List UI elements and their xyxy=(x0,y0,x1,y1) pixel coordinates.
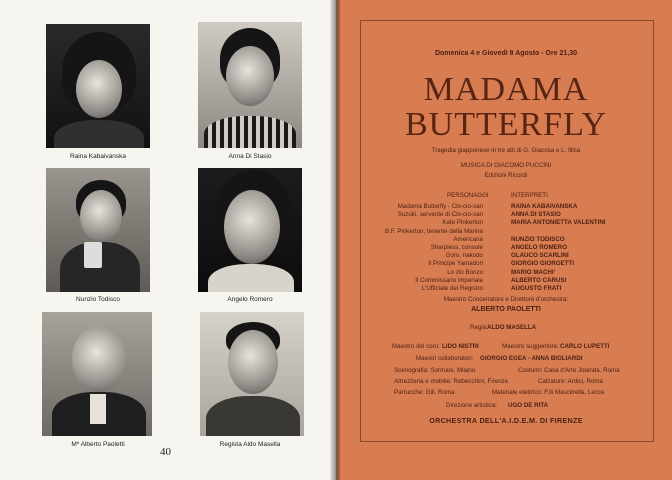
opera-title-line1: MADAMA xyxy=(423,71,589,108)
conductor-name: ALBERTO PAOLETTI xyxy=(471,306,541,313)
cast-role: Lo zio Bonzo xyxy=(447,268,483,276)
credit-right: Materiale elettrico: F.lli Mascitrella, Lecce xyxy=(492,389,605,396)
credit-right: Calzature: Ardici, Roma xyxy=(538,378,603,385)
cast-roles-list xyxy=(380,203,483,293)
cast-role: Americana xyxy=(453,235,483,243)
portrait-caption: Anna Di Stasio xyxy=(228,153,272,160)
portrait-photo xyxy=(198,168,302,292)
portrait-caption: Nunzio Todisco xyxy=(76,296,120,303)
portrait-caption: Mº Alberto Paoletti xyxy=(71,441,125,448)
portrait-caption: Angelo Romero xyxy=(227,296,273,303)
artistic-direction-label: Direzione artistica: xyxy=(446,402,497,409)
conductor-label: Maestro Concertatore e Direttore d'orchestra: xyxy=(443,296,569,303)
publisher-credit: Edizioni Ricordi xyxy=(484,172,528,179)
cast-role: Goro, nakodo xyxy=(445,252,483,260)
cast-performer: RAINA KABAIVANSKA xyxy=(511,203,578,210)
cast-role: Suzuki, servente di Cio-cio-san xyxy=(397,211,483,219)
portrait-photo xyxy=(200,312,304,436)
cast-role: Madama Butterfly - Cio-cio-san xyxy=(397,203,483,210)
cast-performer: AUGUSTO FRATI xyxy=(511,284,562,292)
orchestra-name: ORCHESTRA DELL'A.I.D.E.M. DI FIRENZE xyxy=(429,416,583,425)
cast-role: B.F. Pinkerton, tenente della Marina xyxy=(384,227,483,235)
credit-left: Attrezzeria e mobilie: Rebecchini, Firenze xyxy=(394,378,509,385)
performers-header: INTERPRETI xyxy=(511,192,548,199)
cast-role: Il Principe Yamadori xyxy=(428,260,483,268)
opera-title-line2: BUTTERFLY xyxy=(404,106,608,143)
characters-header: PERSONAGGI xyxy=(447,192,489,199)
cast-role: L'Ufficiale del Registro xyxy=(421,284,483,292)
director-name: ALDO MASELLA xyxy=(487,324,537,331)
cast-performer: GIORGIO GIORGETTI xyxy=(511,260,574,268)
composer-credit: MUSICA DI GIACOMO PUCCINI xyxy=(460,162,552,169)
cast-role: Il Commissario imperiale xyxy=(415,276,483,284)
prompter-name: CARLO LUPETTI xyxy=(560,343,610,350)
director-label: Regia: xyxy=(470,324,488,331)
portrait-photo xyxy=(42,312,152,436)
portrait-caption: Raina Kabaivanska xyxy=(69,153,126,160)
prompter-label: Maestro suggeritore: xyxy=(502,343,559,350)
chorus-master-label: Maestro del coro: xyxy=(392,343,440,350)
cast-performer: GLAUCO SCARLINI xyxy=(511,252,569,260)
credit-left: Parrucche: Gili, Roma xyxy=(394,389,455,396)
credit-left: Scenografia: Sormani, Milano xyxy=(394,367,476,374)
cast-role: Kate Pinkerton xyxy=(442,219,483,227)
artistic-director-name: UGO DE RITA xyxy=(508,402,549,409)
portrait-photo xyxy=(198,22,302,148)
cast-performer: ANGELO ROMERO xyxy=(511,243,568,251)
opera-subtitle: Tragedia giapponese in tre atti di G. Giacosa e L. Illica xyxy=(431,147,581,154)
performance-dates: Domenica 4 e Giovedì 8 Agosto - Ore 21,30 xyxy=(434,50,578,57)
cast-performers-list xyxy=(511,203,641,293)
cast-performer: NUNZIO TODISCO xyxy=(511,235,565,243)
page-number: 40 xyxy=(160,446,171,458)
credit-right: Costumi: Casa d'Arte Jolanda, Roma xyxy=(518,367,620,374)
collaborators-label: Maestri collaboratori: xyxy=(416,355,474,362)
portrait-photo xyxy=(46,24,150,148)
chorus-master-name: LIDO NISTRI xyxy=(442,343,479,350)
cast-performer: ANNA DI STASIO xyxy=(511,211,561,219)
cast-role: Sharpless, console xyxy=(430,243,483,251)
cast-performer: MARIO MACHI' xyxy=(511,268,556,276)
portrait-photo xyxy=(46,168,150,292)
cast-performer xyxy=(511,228,641,236)
portrait-caption: Regista Aldo Masella xyxy=(219,441,281,448)
collaborators-names: GIORGIO EGEA - ANNA BIGLIARDI xyxy=(480,355,583,362)
cast-performer: ALBERTO CARUSI xyxy=(511,276,567,284)
cast-performer: MARIA ANTONIETTA VALENTINI xyxy=(511,219,606,227)
